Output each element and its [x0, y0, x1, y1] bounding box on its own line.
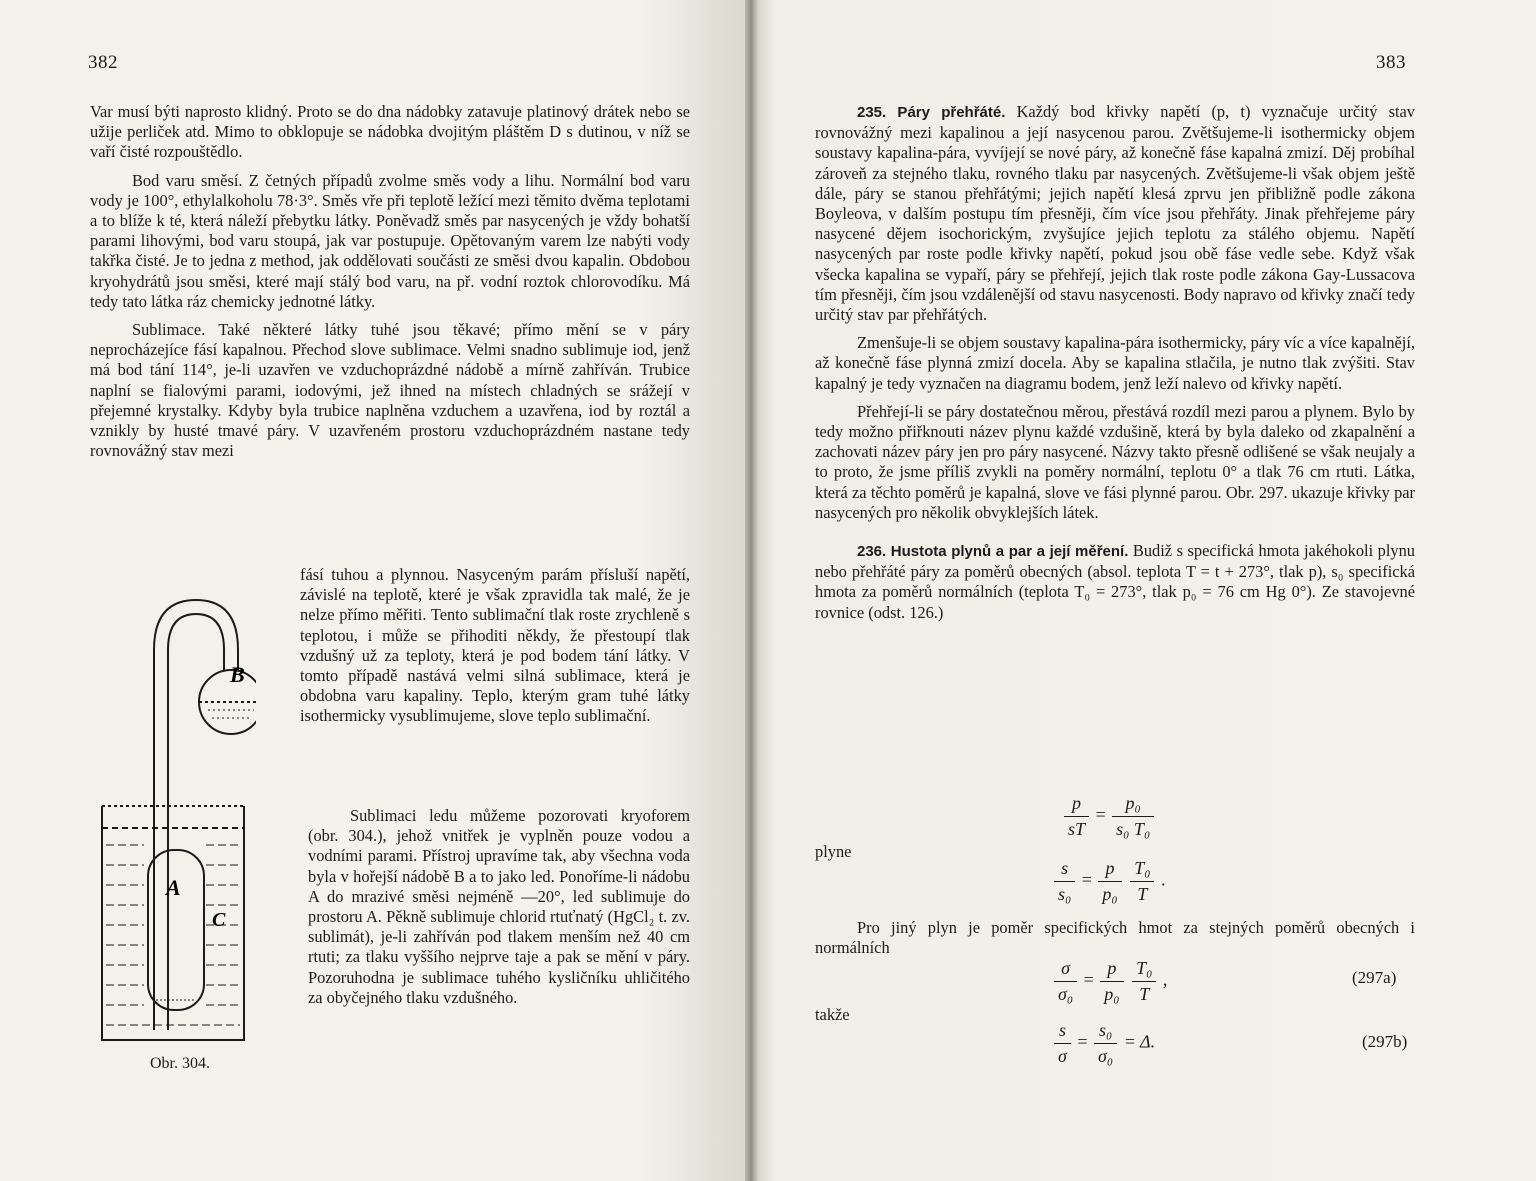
paragraph-intro: Var musí býti naprosto klidný. Proto se do dna nádobky zatavuje platinový drátek nebo se užije perliček atd. Mimo to obklopuje se nádobka dvojitým pláštěm D s dutinou, v níž se vaří čisté rozpouštědlo. — [90, 102, 690, 162]
section-235-paragraph-2: Zmenšuje-li se objem soustavy kapalina-pára isothermicky, páry víc a více kapalnějí, až konečně fáse plynná zmizí docela. Aby se kapalina stlačila, je nutno tlak zvýšiti. Stav kapalný je tedy vyznačen na diagramu bodem, jenž leží nalevo od křivky napětí. — [815, 333, 1415, 393]
word-takze: takže — [815, 1005, 850, 1024]
left-top-text — [90, 102, 690, 461]
figure-caption: Obr. 304. — [150, 1055, 210, 1072]
paragraph-faze-tuha: fásí tuhou a plynnou. Nasyceným parám přísluší napětí, závislé na teplotě, které je však zpravidla tak malé, že je nelze přímo měřiti. Tento sublimační tlak roste zrychleně s teplotou, i může se přihoditi někdy, že přestoupí tlak vzdušný už za teploty, která je pod bodem tání látky. V tomto případě nastává velmi silná sublimace, která je obdobna varu kapaliny. Teplo, kterým gram tuhé látky isothermicky vysublimujeme, slove teplo sublimační. — [300, 565, 690, 726]
left-second-text — [308, 806, 690, 1008]
left-page-number: 382 — [88, 52, 118, 73]
equation-2: $\frac{s}{\text{s₀}}$ = $\frac{p}{\text{p₀}}$ $\frac{\text{T₀}}{T}$ . — [1052, 858, 1165, 905]
paragraph-sublimace: Sublimace. Také některé látky tuhé jsou těkavé; přímo mění se v páry neprocházejíce fásí kapalnou. Přechod slove sublimace. Velmi snadno sublimuje iod, jenž má bod tání 114°, je-li uzavřen ve vzduchoprázdné nádobě a mírně zahříván. Trubice naplní se fialovými parami, iodovými, jež ihned na místech chladných se srážejí v přejemné krystalky. Kdyby byla trubice naplněna vzduchem a uzavřena, iod by roztál a vznikly by husté tmavé páry. V uzavřeném prostoru vzduchoprázdném nastane tedy rovnovážný stav mezi — [90, 320, 690, 461]
right-page-number: 383 — [1376, 52, 1406, 73]
section-236-paragraph-1: Budiž s specifická hmota jakéhokoli plynu nebo přehřáté páry za poměrů obecných (absol. teplota T = t + 273°, tlak p), s₀ specifická hmota za poměrů normálních (teplota T₀ = 273°, tlak p₀ = 76 cm Hg 0°). Ze stavojevné rovnice (odst. 126.) — [815, 541, 1415, 622]
section-235-heading: 235. Páry přehřáté. — [857, 104, 1006, 121]
equation-297a: $\frac{\sigma}{\text{σ₀}}$ = $\frac{p}{\text{p₀}}$ $\frac{\text{T₀}}{T}$ , — [1052, 958, 1167, 1005]
book-gutter — [745, 0, 759, 1181]
equation-1: $\frac{p}{sT}$ = $\frac{\text{p₀}}{\text{s₀ T₀}}$ — [1062, 793, 1156, 840]
label-a: A — [166, 875, 181, 900]
word-plyne: plyne — [815, 842, 852, 861]
equation-tag-297b: (297b) — [1362, 1032, 1408, 1051]
equation-297b: $\frac{s}{\sigma}$ = $\frac{\text{s₀}}{\text{σ₀}}$ = Δ. — [1052, 1020, 1155, 1067]
left-wrap-text — [300, 565, 690, 727]
equation-tag-297a: (297a) — [1352, 968, 1397, 987]
paragraph-bod-varu: Bod varu směsí. Z četných případů zvolme směs vody a lihu. Normální bod varu vody je 100°, ethylalkoholu 78·3°. Směs vře při teplotě ležící mezi těmito dvěma teplotami a to blíže k té, která náleží přebytku látky. Poněvadž směs par nasycených je vždy bohatší parami lihovými, bod varu stoupá, jak var postupuje. Opětovaným varem lze nabýti vody takřka čisté. Je to jedna z method, jak oddělovati součásti ze směsi dvou kapalin. Obdobou kryohydrátů jsou směsi, které mají stálý bod varu, na př. vodní roztok chlorovodíku. Má tedy tato látka ráz chemicky jednotné látky. — [90, 170, 690, 311]
section-236-heading: 236. Hustota plynů a par a její měření. — [857, 543, 1129, 561]
label-b: B — [230, 662, 245, 687]
right-text — [815, 102, 1415, 623]
paragraph-kryofor: Sublimaci ledu můžeme pozorovati kryoforem (obr. 304.), jehož vnitřek je vyplněn pouze vodou a vodními parami. Přístroj upravíme tak, aby všechna voda byla v hořejší nádobě B a to jako led. Ponoříme-li nádobu A do mrazivé směsi nejméně —20°, led sublimuje do prostoru A. Pěkně sublimuje chlorid rtuťnatý (HgCl₂ t. zv. sublimát), je-li zahříván pod tlakem menším než 40 cm rtuti; za tlaku vyššího nejprve taje a pak se mění v páry. Pozoruhodna je sublimace tuhého kysličníku uhličitého za obyčejného tlaku vzdušného. — [308, 806, 690, 1007]
section-236-paragraph-2: Pro jiný plyn je poměr specifických hmot za stejných poměrů obecných i normálních — [815, 918, 1415, 958]
label-c: C — [212, 909, 226, 931]
section-235-paragraph-1: Každý bod křivky napětí (p, t) vyznačuje určitý stav rovnovážný mezi kapalinou a její nasycenou parou. Zvětšujeme-li isothermicky objem soustavy kapalina-pára, vyvíjejí se nové páry, až konečně fáse kapalná zmizí. Děj probíhal zároveň za stejného tlaku, rovného tlaku par nasycených. Zvětšujeme-li však objem ještě dále, páry se stanou přehřátými; jejich napětí klesá zprvu jen přibližně podle zákona Boyleova, v dalším postupu tím přesněji, čím více jsou přehřáty. Jinak přehřejeme páry nasycené dějem isochorickým, zvyšujíce jejich teplotu za stálého objemu. Napětí nasycených par roste podle křivky napětí, pokud jsou obě fáse vedle sebe. Když však všecka kapalina se vypaří, páry se přehřejí, jejich tlak roste podle zákona Gay-Lussacova tím přesněji, čím jsou vzdálenější od stavu nasycenosti. Body napravo od křivky značí tedy určitý stav par přehřátých. — [815, 102, 1415, 325]
cryophorus-figure — [96, 590, 256, 1050]
section-235-paragraph-3: Přehřejí-li se páry dostatečnou měrou, přestává rozdíl mezi parou a plynem. Bylo by tedy možno přiřknouti název plynu každé vzdušině, která by byla daleko od zkapalnění a zachovati název páry jen pro páry nasycené. Názvy takto přesně odlišené se však neujaly a to proto, že jsme příliš zvykli na poměry normální, teplotu 0° a tlak 76 cm rtuti. Látka, která za těchto poměrů je kapalná, slove ve fási plynné parou. Obr. 297. ukazuje křivky par nasycených pro několik obvyklejších látek. — [815, 401, 1415, 522]
